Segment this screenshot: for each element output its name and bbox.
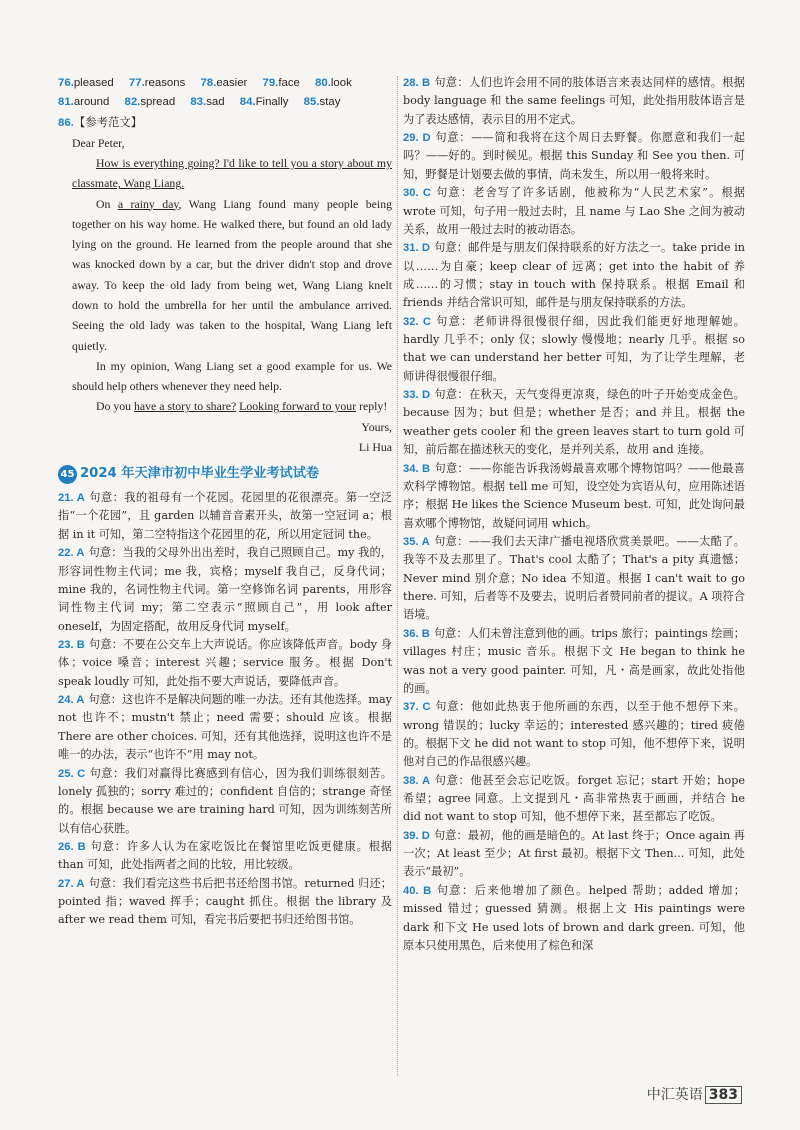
section-number-badge: 45 [58,465,77,484]
explanation-item: 40. B 句意：后来他增加了颜色。helped 帮助；added 增加；missed 错过；guessed 猜测。根据上文 His paintings were dark 和下文 He used lots of brown and dark green. 可知，他原本只使用黑色，后来使用了棕色和深 [403,883,745,952]
essay-closing: Yours, [361,419,392,434]
answer-78: 78.easier [200,77,248,89]
explanation-item: 29. D 句意：——简和我将在这个周日去野餐。你愿意和我们一起吗？——好的。到时候见。根据 this Sunday 和 See you then. 可知，野餐是计划要去做的事情，尚未发生，所以用一般将来时。 [403,131,745,181]
explanation-item: 34. B 句意：——你能告诉我汤姆最喜欢哪个博物馆吗？——他最喜欢科学博物馆。根据 tell me 可知，设空处为宾语从句，应用陈述语序；根据 He likes the Science Museum best. 可知，此处询问最喜欢哪个博物馆，故疑问词用 which。 [403,461,745,530]
left-column [58,74,392,930]
page-number: 383 [705,1086,742,1104]
answer-key-81-85 [58,93,392,112]
essay-salutation: Dear Peter, [72,135,125,150]
explanation-item: 39. D 句意：最初，他的画是暗色的。At last 终于；Once again 再一次；At least 至少；At first 最初。根据下文 Then... 可知，此处表示“最初”。 [403,828,745,879]
essay-paragraph-2: On a rainy day, Wang Liang found many people being together on his way home. He walked there, but found an old lady lying on the ground. He learned from the people around that she was knocked down by a car, but the driver didn't stop and drove away. To keep the old lady from being wet, Wang Liang knelt down to hold the umbrella for her until the ambulance arrived. Seeing the old lady was taken to the hospital, Wang Liang left quietly. [72,196,392,353]
answer-76: 76.pleased [58,77,114,89]
explanation-item: 31. D 句意：邮件是与朋友们保持联系的好方法之一。take pride in 以……为自豪；keep clear of 远离；get into the habit of 养成……的习惯；stay in touch with 保持联系。根据 Email 和 friends 并结合常识可知，邮件是与朋友保持联系的方法。 [403,241,745,310]
explanation-item: 36. B 句意：人们未曾注意到他的画。trips 旅行；paintings 绘画；villages 村庄；music 音乐。根据下文 He began to think he was not a very good painter. 可知，凡・高是画家，故此处指他的画。 [403,626,745,695]
answer-77: 77.reasons [128,77,186,89]
explanation-item: 33. D 句意：在秋天，天气变得更凉爽，绿色的叶子开始变成金色。because 因为；but 但是；whether 是否；and 并且。根据 the weather gets cooler 和 the green leaves start to turn gold 可知，前后都在描述秋天的变化，是并列关系，故用 and 连接。 [403,388,745,457]
explanation-item: 22. A 句意：当我的父母外出出差时，我自己照顾自己。my 我的，形容词性物主代词；me 我，宾格；myself 我自己，反身代词；mine 我的，名词性物主代词。第一空修饰名词 parents，用形容词性物主代词 my；第二空表示“照顾自己”，用 look after oneself，为固定搭配，故用反身代词 myself。 [58,546,392,633]
explanation-item: 24. A 句意：这也许不是解决问题的唯一办法。还有其他选择。may not 也许不；mustn't 禁止；need 需要；should 应该。根据 There are other choices. 可知，还有其他选择，说明这也许不是唯一的办法，表示“也许不”用 may not。 [58,693,392,762]
answer-81: 81.around [58,96,110,109]
section-title [58,463,392,485]
explanation-item: 32. C 句意：老师讲得很慢很仔细，因此我们能更好地理解她。hardly 几乎不；only 仅；slowly 慢慢地；nearly 几乎。根据 so that we can understand her better 可知，为了让学生理解，老师讲得很慢很仔细。 [403,314,745,383]
answer-key-76-80 [58,74,392,93]
explanation-item: 28. B 句意：人们也许会用不同的肢体语言来表达同样的感情。根据 body language 和 the same feelings 可知，此处指用肢体语言是为了表达感情，表示目的用不定式。 [403,76,745,126]
essay-paragraph-4: Do you have a story to share? Looking forward to your reply! [96,399,388,414]
explanation-item: 37. C 句意：他如此热衷于他所画的东西，以至于他不想停下来。wrong 错误的；lucky 幸运的；interested 感兴趣的；tired 疲倦的。根据下文 he did not want to stop 可知，他不想停下来，说明他对自己的作品很感兴趣。 [403,700,745,769]
answer-82: 82.spread [124,96,176,109]
explanation-item: 26. B 句意：许多人认为在家吃饭比在餐馆里吃饭更健康。根据 than 可知，此处指两者之间的比较，用比较级。 [58,839,392,872]
explanation-item: 35. A 句意：——我们去天津广播电视塔欣赏美景吧。——太酷了。我等不及去那里了。That's cool 太酷了；That's a pity 真遗憾；Never mind 别介意；No idea 不知道。根据 I can't wait to go there. 可知，后者等不及要去，说明后者赞同前者的提议。A 项符合语境。 [403,534,745,622]
brand-name: 中汇英语 [646,1087,703,1103]
explanation-item: 25. C 句意：我们对赢得比赛感到有信心，因为我们训练很刻苦。lonely 孤独的；sorry 难过的；confident 自信的；strange 奇怪的。根据 because we are training hard 可知，因为训练刻苦所以有信心获胜。 [58,766,392,835]
column-divider [397,76,398,1076]
essay-paragraph-1: How is everything going? I'd like to tell you a story about my classmate, Wang Liang. [72,155,392,191]
model-essay [58,133,392,458]
explanation-item: 27. A 句意：我们看完这些书后把书还给图书馆。returned 归还；pointed 指；waved 挥手；caught 抓住。根据 the library 及 after we read them 可知，看完书后要把书归还给图书馆。 [58,876,392,927]
page-footer [647,1084,742,1107]
explanations-left [58,489,392,930]
answer-85: 85.stay [303,96,341,109]
explanation-item: 23. B 句意：不要在公交车上大声说话。你应该降低声音。body 身体；voice 嗓音；interest 兴趣；service 服务。根据 Don't speak loudly 可知，此处指不要大声说话，要降低声音。 [58,637,392,688]
explanation-item: 38. A 句意：他甚至会忘记吃饭。forget 忘记；start 开始；hope 希望；agree 同意。上文提到凡・高非常热衷于画画，并结合 he did not want to stop 可知，他不想停下来，甚至都忘了吃饭。 [403,773,746,824]
explanation-item: 30. C 句意：老舍写了许多话剧，他被称为“人民艺术家”。根据 wrote 可知，句子用一般过去时，且 name 与 Lao She 之间为被动关系，故用一般过去时的被动语态。 [403,186,745,236]
right-column [403,74,745,955]
explanation-item: 21. A 句意：我的祖母有一个花园。花园里的花很漂亮。第一空泛指“一个花园”，且 garden 以辅音音素开头，故第一空冠词 a；根据 in it 可知，第二空特指这个花园里的花，所以用定冠词 the。 [58,491,392,541]
essay-signature: Li Hua [358,439,392,454]
answer-80: 80.look [315,77,352,89]
answer-84: 84.Finally [239,96,289,109]
essay-paragraph-3: In my opinion, Wang Liang set a good example for us. We should help others whenever they need help. [72,358,392,394]
section-title-text: 2024 年天津市初中毕业生学业考试试卷 [80,466,320,482]
essay-heading: 86.【参考范文】 [58,114,143,129]
answer-83: 83.sad [190,96,225,109]
answer-79: 79.face [262,77,300,89]
